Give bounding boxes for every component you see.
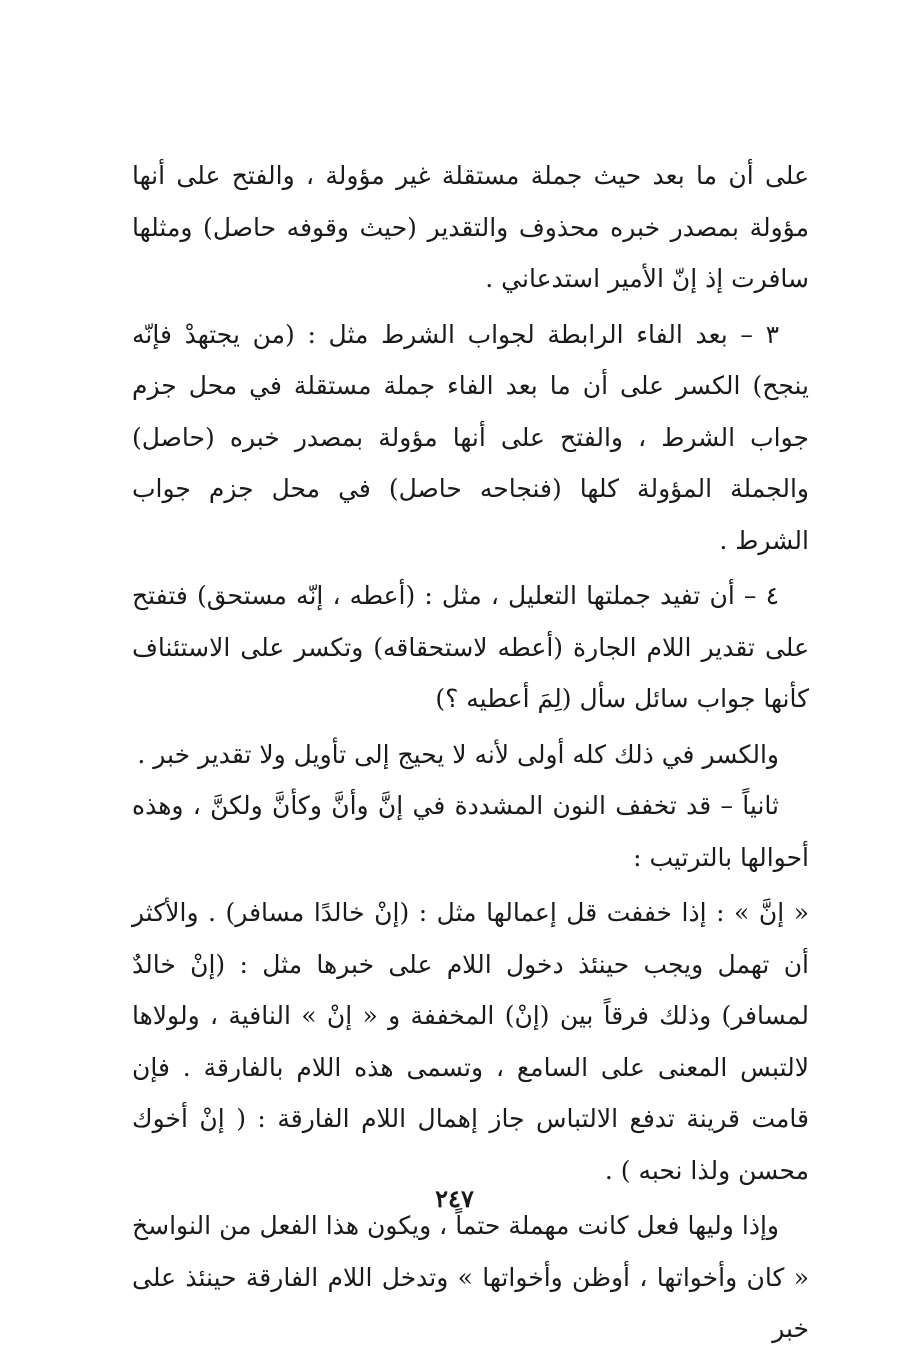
paragraph-3: ٤ – أن تفيد جملتها التعليل ، مثل : (أعطه ، إنّه مستحق) فتفتح على تقدير اللام الجارة (أعطه لاستحقاقه) وتكسر على الاستئناف كأنها جواب سائل سأل (لِمَ أعطيه ؟) [132, 581, 809, 713]
page-number: ٢٤٧ [435, 1184, 474, 1213]
paragraph-7: وإذا وليها فعل كانت مهملة حتماً ، ويكون هذا الفعل من النواسخ « كان وأخواتها ، أوظن وأخواتها » وتدخل اللام الفارقة حينئذ على خبر [132, 1211, 809, 1343]
body-text [132, 150, 809, 1355]
paragraph-5: ثانياً – قد تخفف النون المشددة في إنَّ وأنَّ وكأنَّ ولكنَّ ، وهذه أحوالها بالترتيب : [132, 791, 809, 872]
paragraph-6: « إنَّ » : إذا خففت قل إعمالها مثل : (إنْ خالدًا مسافر) . والأكثر أن تهمل ويجب حينئذ دخول اللام على خبرها مثل : (إنْ خالدٌ لمسافر) وذلك فرقاً بين (إنْ) المخففة و « إنْ » النافية ، ولولاها لالتبس المعنى على السامع ، وتسمى هذه اللام بالفارقة . فإن قامت قرينة تدفع الالتباس جاز إهمال اللام الفارقة : ( إنْ أخوك محسن ولذا نحبه ) . [132, 898, 809, 1185]
paragraph-2: ٣ – بعد الفاء الرابطة لجواب الشرط مثل : (من يجتهدْ فإنّه ينجح) الكسر على أن ما بعد الفاء جملة مستقلة في محل جزم جواب الشرط ، والفتح على أنها مؤولة بمصدر خبره (حاصل) والجملة المؤولة كلها (فنجاحه حاصل) في محل جزم جواب الشرط . [132, 319, 809, 555]
paragraph-1: على أن ما بعد حيث جملة مستقلة غير مؤولة ، والفتح على أنها مؤولة بمصدر خبره محذوف والتقدير (حيث وقوفه حاصل) ومثلها سافرت إذ إنّ الأمير استدعاني . [132, 161, 809, 293]
paragraph-4: والكسر في ذلك كله أولى لأنه لا يحيج إلى تأويل ولا تقدير خبر . [137, 739, 779, 769]
